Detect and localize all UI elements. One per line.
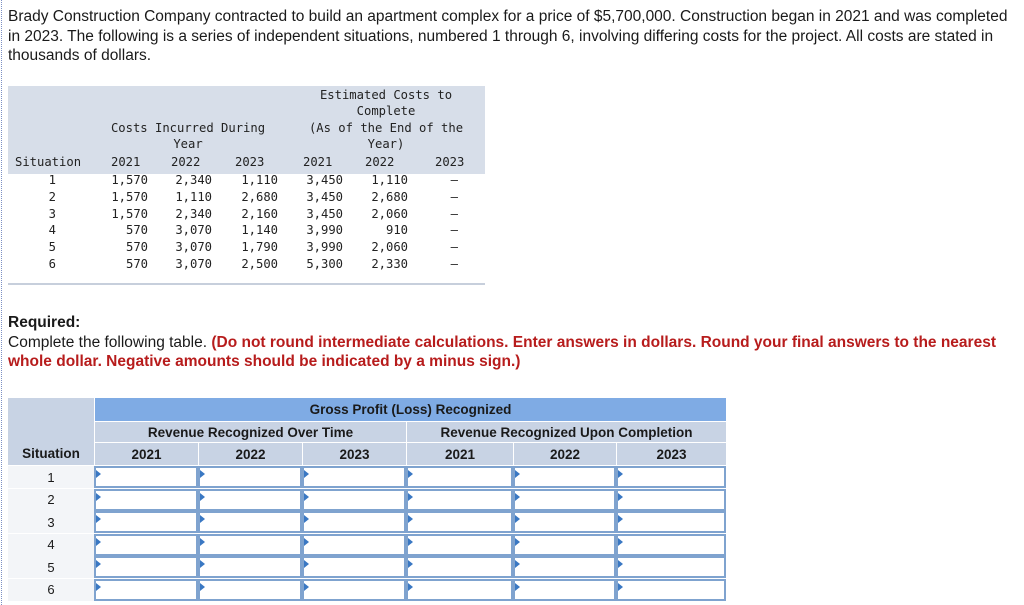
input-marker-icon bbox=[515, 560, 520, 568]
cost-cell: 2,680 bbox=[241, 189, 278, 204]
estimated-header-line2: Complete bbox=[356, 104, 416, 118]
cost-cell: 3,450 bbox=[306, 173, 343, 187]
gross-profit-input[interactable] bbox=[198, 511, 302, 533]
cost-year-header: 2023 bbox=[435, 155, 465, 169]
gross-profit-input[interactable] bbox=[513, 534, 616, 556]
cost-cell: 3,990 bbox=[306, 223, 343, 238]
gross-profit-input[interactable] bbox=[302, 579, 406, 601]
input-marker-icon bbox=[515, 583, 520, 591]
input-marker-icon bbox=[200, 538, 205, 546]
estimated-header-line1: Estimated Costs to bbox=[319, 88, 453, 102]
gross-profit-input[interactable] bbox=[616, 511, 726, 533]
input-marker-icon bbox=[304, 560, 309, 568]
cost-cell: 3,990 bbox=[306, 240, 343, 255]
input-marker-icon bbox=[96, 560, 101, 568]
answer-situation-number: 5 bbox=[8, 556, 94, 578]
cost-cell: – bbox=[450, 173, 458, 187]
input-marker-icon bbox=[408, 538, 413, 546]
cost-cell: – bbox=[450, 189, 458, 204]
gross-profit-input[interactable] bbox=[616, 466, 726, 488]
gross-profit-input[interactable] bbox=[198, 466, 302, 488]
input-marker-icon bbox=[304, 583, 309, 591]
cost-cell: 5,300 bbox=[306, 257, 343, 271]
input-marker-icon bbox=[515, 538, 520, 546]
cost-cell: 3,070 bbox=[175, 223, 212, 238]
input-marker-icon bbox=[304, 538, 309, 546]
input-marker-icon bbox=[408, 515, 413, 523]
cost-cell: 2,060 bbox=[371, 206, 408, 221]
cost-cell: 2,330 bbox=[371, 257, 408, 271]
gross-profit-input[interactable] bbox=[616, 534, 726, 556]
input-marker-icon bbox=[618, 493, 623, 501]
gross-profit-input[interactable] bbox=[616, 556, 726, 578]
required-title: Required: bbox=[8, 314, 81, 331]
completion-header: Revenue Recognized Upon Completion bbox=[406, 421, 726, 442]
cost-year-header: 2022 bbox=[365, 155, 395, 169]
gross-profit-input[interactable] bbox=[406, 534, 513, 556]
gross-profit-input[interactable] bbox=[198, 489, 302, 511]
input-marker-icon bbox=[618, 560, 623, 568]
answer-year-header: 2022 bbox=[513, 442, 616, 465]
cost-cell: 3,450 bbox=[306, 189, 343, 204]
input-marker-icon bbox=[408, 470, 413, 478]
cost-cell: – bbox=[450, 206, 458, 221]
gross-profit-input[interactable] bbox=[94, 534, 198, 556]
cost-cell: 2,340 bbox=[175, 173, 212, 187]
incurred-header-line2: Year bbox=[173, 137, 203, 151]
cost-cell: 2,060 bbox=[371, 240, 408, 255]
gross-profit-input[interactable] bbox=[198, 556, 302, 578]
cost-cell: 3,450 bbox=[306, 206, 343, 221]
over-time-header: Revenue Recognized Over Time bbox=[94, 421, 406, 442]
cost-situation-number: 5 bbox=[48, 240, 56, 255]
required-text: Complete the following table. bbox=[8, 333, 208, 351]
input-marker-icon bbox=[408, 493, 413, 501]
gross-profit-input[interactable] bbox=[302, 489, 406, 511]
answer-year-header: 2022 bbox=[198, 442, 302, 465]
answer-year-header: 2021 bbox=[406, 442, 513, 465]
cost-cell: 2,680 bbox=[371, 189, 408, 204]
gross-profit-input[interactable] bbox=[94, 579, 198, 601]
gross-profit-input[interactable] bbox=[616, 489, 726, 511]
gross-profit-input[interactable] bbox=[198, 534, 302, 556]
input-marker-icon bbox=[304, 470, 309, 478]
input-marker-icon bbox=[515, 493, 520, 501]
input-marker-icon bbox=[618, 538, 623, 546]
input-marker-icon bbox=[96, 538, 101, 546]
cost-cell: 570 bbox=[125, 223, 148, 238]
cost-cell: 910 bbox=[385, 223, 408, 238]
gross-profit-input[interactable] bbox=[94, 511, 198, 533]
gross-profit-input[interactable] bbox=[302, 556, 406, 578]
input-marker-icon bbox=[618, 470, 623, 478]
cost-cell: 1,110 bbox=[371, 173, 408, 187]
answer-year-header: 2023 bbox=[302, 442, 406, 465]
cost-cell: 1,790 bbox=[241, 240, 278, 255]
input-marker-icon bbox=[200, 560, 205, 568]
cost-cell: – bbox=[450, 240, 458, 255]
cost-situation-number: 2 bbox=[48, 189, 56, 204]
cost-situation-number: 6 bbox=[48, 257, 56, 271]
cost-situation-number: 4 bbox=[48, 223, 56, 238]
cost-cell: 1,110 bbox=[241, 173, 278, 187]
problem-intro: Brady Construction Company contracted to build an apartment complex for a price of $5,700,000. Construction began in 2021 and was completed in 2023. The following is a series of independent situations, numbered 1 through 6, involving differing costs for the project. All costs are stated in thousands of dollars. bbox=[8, 8, 1008, 64]
cost-cell: 570 bbox=[125, 240, 148, 255]
gross-profit-input[interactable] bbox=[406, 556, 513, 578]
input-marker-icon bbox=[200, 493, 205, 501]
input-marker-icon bbox=[200, 583, 205, 591]
input-marker-icon bbox=[96, 493, 101, 501]
required-rounding-note: (Do not round intermediate calculations. Enter answers in dollars. Round your final answers to the nearest whole dollar. Negative amounts should be indicated by a minus sign.) bbox=[8, 333, 996, 370]
gross-profit-input[interactable] bbox=[94, 489, 198, 511]
required-section bbox=[8, 313, 1008, 372]
cost-cell: 3,070 bbox=[175, 240, 212, 255]
cost-cell: 1,570 bbox=[111, 189, 148, 204]
input-marker-icon bbox=[96, 470, 101, 478]
input-marker-icon bbox=[96, 583, 101, 591]
cost-cell: 1,140 bbox=[241, 223, 278, 238]
answer-situation-number: 4 bbox=[8, 534, 94, 556]
answer-year-header: 2023 bbox=[616, 442, 726, 465]
cost-situation-number: 3 bbox=[48, 206, 56, 221]
gross-profit-input[interactable] bbox=[513, 511, 616, 533]
input-marker-icon bbox=[408, 560, 413, 568]
input-marker-icon bbox=[515, 515, 520, 523]
cost-cell: 2,340 bbox=[175, 206, 212, 221]
gross-profit-input[interactable] bbox=[513, 489, 616, 511]
cost-cell: 2,160 bbox=[241, 206, 278, 221]
gross-profit-input[interactable] bbox=[616, 579, 726, 601]
input-marker-icon bbox=[618, 515, 623, 523]
page-left-border bbox=[1, 0, 2, 605]
answer-situation-number: 6 bbox=[8, 579, 94, 601]
cost-data-table bbox=[8, 86, 485, 286]
gross-profit-input[interactable] bbox=[406, 579, 513, 601]
gross-profit-input[interactable] bbox=[513, 556, 616, 578]
gross-profit-input[interactable] bbox=[302, 534, 406, 556]
input-marker-icon bbox=[408, 583, 413, 591]
gross-profit-input[interactable] bbox=[198, 579, 302, 601]
answer-situation-number: 3 bbox=[8, 511, 94, 533]
cost-table-bottom-rule bbox=[8, 283, 485, 285]
answer-year-header: 2021 bbox=[94, 442, 198, 465]
input-marker-icon bbox=[200, 515, 205, 523]
cost-cell: 1,110 bbox=[175, 189, 212, 204]
cost-cell: 3,070 bbox=[175, 257, 212, 271]
estimated-header-line3: (As of the End of the bbox=[308, 121, 464, 135]
cost-cell: 1,570 bbox=[111, 173, 148, 187]
input-marker-icon bbox=[200, 470, 205, 478]
cost-year-header: 2021 bbox=[111, 155, 141, 169]
gross-profit-input[interactable] bbox=[406, 511, 513, 533]
gross-profit-input[interactable] bbox=[406, 466, 513, 488]
answer-situation-header: Situation bbox=[8, 442, 94, 465]
gross-profit-header: Gross Profit (Loss) Recognized bbox=[94, 398, 726, 421]
cost-year-header: 2021 bbox=[303, 155, 333, 169]
gross-profit-input[interactable] bbox=[94, 466, 198, 488]
situation-header: Situation bbox=[15, 155, 82, 169]
gross-profit-input[interactable] bbox=[94, 556, 198, 578]
cost-year-header: 2022 bbox=[171, 155, 201, 169]
cost-cell: – bbox=[450, 223, 458, 238]
cost-cell: 2,500 bbox=[241, 257, 278, 271]
gross-profit-input[interactable] bbox=[513, 579, 616, 601]
answer-situation-number: 2 bbox=[8, 489, 94, 511]
input-marker-icon bbox=[304, 515, 309, 523]
cost-cell: – bbox=[450, 257, 458, 271]
input-marker-icon bbox=[96, 515, 101, 523]
cost-year-header: 2023 bbox=[235, 155, 265, 169]
required-instructions bbox=[8, 333, 1008, 372]
input-marker-icon bbox=[515, 470, 520, 478]
gross-profit-input[interactable] bbox=[406, 489, 513, 511]
cost-situation-number: 1 bbox=[48, 173, 56, 187]
incurred-header-line1: Costs Incurred During bbox=[110, 121, 266, 135]
input-marker-icon bbox=[304, 493, 309, 501]
estimated-header-line4: Year) bbox=[367, 137, 405, 151]
gross-profit-input[interactable] bbox=[302, 466, 406, 488]
cost-cell: 1,570 bbox=[111, 206, 148, 221]
cost-cell: 570 bbox=[125, 257, 148, 271]
gross-profit-input[interactable] bbox=[513, 466, 616, 488]
gross-profit-input[interactable] bbox=[302, 511, 406, 533]
input-marker-icon bbox=[618, 583, 623, 591]
answer-situation-number: 1 bbox=[8, 466, 94, 488]
